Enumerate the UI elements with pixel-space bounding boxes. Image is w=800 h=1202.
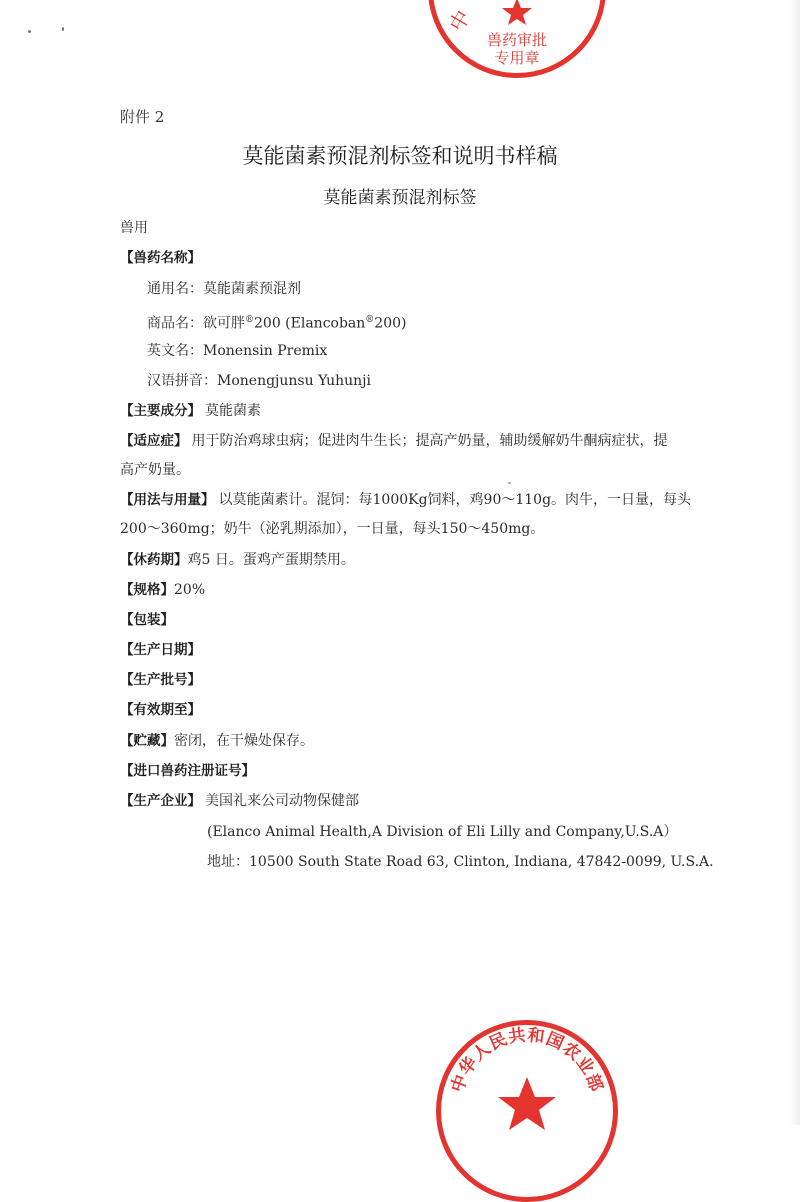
section-batch [120, 670, 201, 690]
seal-top-arc-char: 中 [444, 6, 476, 36]
scan-speck [62, 27, 64, 31]
section-mfg-date [120, 640, 201, 660]
pinyin-name: 汉语拼音：Monengjunsu Yuhunji [147, 373, 371, 389]
attachment-label: 附件 2 [120, 108, 165, 126]
section-text: 鸡5 日。蛋鸡产蛋期禁用。 [187, 552, 355, 568]
section-heading: 【包装】 [120, 612, 174, 628]
section-storage [120, 731, 314, 751]
section-ingredient [120, 401, 261, 421]
section-heading: 【生产企业】 [120, 793, 201, 809]
section-heading: 【用法与用量】 [120, 492, 215, 508]
usage-tag: 兽用 [120, 220, 148, 236]
seal-bottom-graphic [441, 1025, 613, 1197]
section-text: 美国礼来公司动物保健部 [205, 793, 359, 809]
document-title: 莫能菌素预混剂标签和说明书样稿 [242, 144, 558, 168]
section-withdrawal [120, 550, 355, 570]
section-heading: 【适应症】 [120, 433, 188, 449]
generic-name: 通用名：莫能菌素预混剂 [147, 281, 301, 297]
scan-speck [508, 482, 511, 484]
section-spec [120, 580, 205, 600]
section-expiry [120, 700, 201, 720]
registered-mark: ® [245, 315, 254, 325]
section-heading: 【有效期至】 [120, 702, 201, 718]
section-heading: 【进口兽药注册证号】 [120, 763, 255, 779]
section-heading: 【规格】 [120, 582, 174, 598]
dosage-continued: 200～360mg；奶牛（泌乳期添加），一日量，每头150～450mg。 [120, 521, 545, 537]
section-dosage [120, 490, 691, 510]
trade-name [147, 310, 406, 334]
registered-mark: ® [365, 315, 375, 325]
section-heading: 【生产批号】 [120, 672, 201, 688]
section-heading: 【兽药名称】 [120, 250, 201, 266]
section-package [120, 610, 174, 630]
trade-name-prefix: 商品名：欲可胖 [147, 315, 245, 332]
seal-top-graphic [433, 0, 601, 73]
section-indication [120, 431, 668, 451]
english-name: 英文名：Monensin Premix [147, 343, 328, 359]
document-subtitle: 莫能菌素预混剂标签 [323, 188, 477, 208]
approval-seal-top [428, 0, 606, 78]
seal-top-line2: 专用章 [494, 49, 540, 67]
section-import-reg [120, 761, 255, 781]
trade-name-suffix: 200) [374, 315, 407, 332]
section-text: 密闭，在干燥处保存。 [174, 733, 314, 749]
section-manufacturer [120, 791, 359, 811]
indication-continued: 高产奶量。 [120, 462, 190, 478]
section-text: 莫能菌素 [205, 403, 261, 419]
section-name [120, 248, 201, 268]
section-text: 20% [174, 582, 206, 598]
seal-top-line1: 兽药审批 [486, 31, 548, 49]
section-text: 用于防治鸡球虫病；促进肉牛生长；提高产奶量，辅助缓解奶牛酮病症状，提 [191, 433, 668, 449]
section-heading: 【主要成分】 [120, 403, 201, 419]
seal-star-icon [502, 0, 532, 25]
manufacturer-address: 地址：10500 South State Road 63, Clinton, Indiana, 47842-0099, U.S.A. [207, 854, 714, 870]
section-heading: 【贮藏】 [120, 733, 174, 749]
seal-star-icon [498, 1077, 556, 1130]
ministry-seal-bottom [436, 1020, 618, 1202]
section-heading: 【休药期】 [120, 552, 188, 568]
section-text: 以莫能菌素计。混饲：每1000Kg饲料，鸡90～110g。肉牛，一日量，每头 [218, 492, 692, 508]
seal-bottom-arc-text: 中华人民共和国农业部 [447, 1025, 607, 1096]
scan-speck [28, 30, 31, 33]
section-heading: 【生产日期】 [120, 642, 201, 658]
trade-name-mid: 200 (Elancoban [254, 315, 366, 332]
manufacturer-english: (Elanco Animal Health,A Division of Eli Lilly and Company,U.S.A） [207, 824, 678, 840]
